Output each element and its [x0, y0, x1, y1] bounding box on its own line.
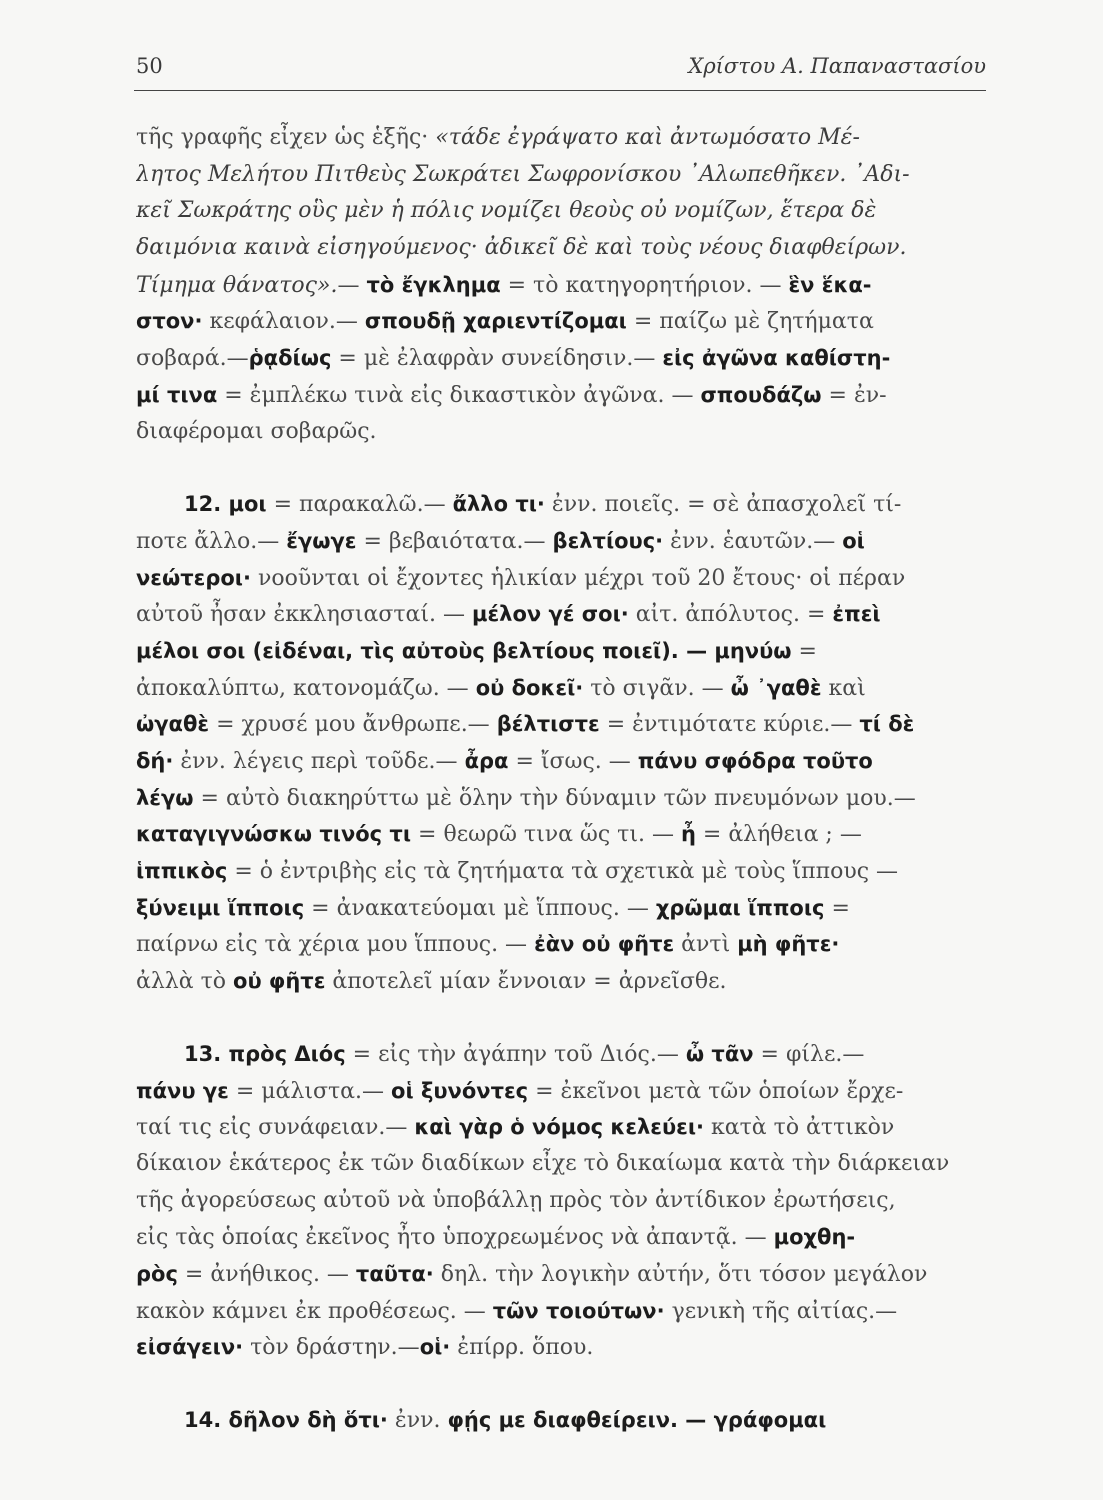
text-line — [136, 523, 982, 560]
gloss-text: τῆς γραφῆς εἶχεν ὡς ἑξῆς· — [136, 125, 436, 150]
gloss-text: = μάλιστα.— — [228, 1078, 392, 1104]
text-line — [136, 340, 982, 377]
gloss-text: = — [824, 895, 850, 921]
text-line — [136, 633, 982, 670]
headword: σπουδῇ χαριεντίζομαι — [364, 309, 627, 334]
headword: βελτίους· — [552, 528, 664, 553]
text-line — [136, 1146, 982, 1183]
headword: 13. πρὸς Διός — [184, 1041, 346, 1066]
text-line — [136, 670, 982, 707]
gloss-text: = χρυσέ μου ἄνθρωπε.— — [209, 712, 497, 738]
headword: μέλον γέ σοι· — [472, 602, 629, 627]
headword: λέγω — [136, 785, 194, 810]
quotation-text: κεῖ Σωκράτης οὓς μὲν ἡ πόλις νομίζει θεοὺς οὐ νομίζων, ἕτερα δὲ — [136, 198, 877, 224]
gloss-text: ἐνν. — [387, 1408, 448, 1433]
text-line — [136, 1073, 982, 1110]
header-rule — [134, 90, 986, 91]
paragraph-gap — [136, 1366, 982, 1402]
text-line — [136, 267, 982, 304]
headword: ὦ τᾶν — [685, 1041, 754, 1066]
headword: ἓν ἕκα- — [788, 272, 872, 297]
text-line — [136, 780, 982, 817]
headword: τῶν τοιούτων· — [492, 1298, 665, 1323]
gloss-text: = ἐμπλέκω τινὰ εἰς δικαστικὸν ἀγῶνα. — — [217, 382, 701, 408]
gloss-text: τὸ σιγᾶν. — — [583, 675, 731, 701]
headword: τὸ ἔγκλημα — [366, 272, 501, 297]
page-number: 50 — [136, 54, 163, 78]
gloss-text: ἀντὶ — [674, 932, 738, 958]
headword: οἱ — [842, 528, 865, 553]
quotation-text: «τάδε ἐγράψατο καὶ ἀντωμόσατο Μέ- — [435, 125, 860, 150]
quotation-text: Τίμημα θάνατος». — [136, 272, 338, 298]
text-line — [136, 816, 982, 853]
gloss-text: διαφέρομαι σοβαρῶς. — [136, 418, 377, 444]
gloss-text: ἐνν. λέγεις περὶ τοῦδε.— — [173, 749, 465, 774]
gloss-text: ποτε ἄλλο.— — [136, 528, 287, 554]
headword: ξύνειμι ἵπποις — [136, 895, 305, 920]
headword: ῥᾳδίως — [248, 346, 332, 371]
paragraph — [136, 486, 982, 1000]
headword: δή· — [136, 749, 174, 773]
gloss-text: ἀλλὰ τὸ — [136, 969, 234, 995]
gloss-text: = — [791, 638, 817, 664]
gloss-text: τὸν δράστην.— — [243, 1335, 420, 1361]
text-line — [136, 560, 982, 597]
gloss-text: ταί τις εἰς συνάφειαν.— — [136, 1115, 415, 1141]
gloss-text: = μὲ ἐλαφρὰν συνείδησιν.— — [331, 346, 663, 372]
text-line — [136, 1402, 982, 1439]
gloss-text: δίκαιον ἑκάτερος ἐκ τῶν διαδίκων εἶχε τὸ δικαίωμα κατὰ τὴν διάρκειαν — [136, 1150, 950, 1176]
headword: ρὸς — [136, 1261, 178, 1286]
text-line — [136, 120, 982, 157]
gloss-text: κακὸν κάμνει ἐκ προθέσεως. — — [136, 1298, 493, 1324]
gloss-text: αἰτ. ἀπόλυτος. = — [628, 602, 833, 628]
page-header — [134, 52, 986, 92]
gloss-text: = βεβαιότατα.— — [356, 528, 553, 554]
text-line — [136, 1183, 982, 1220]
gloss-text: ἐνν. ποιεῖς. = σὲ ἀπασχολεῖ τί- — [544, 492, 902, 518]
headword: ἦ — [680, 822, 696, 847]
text-line — [136, 963, 982, 1000]
headword: ὦ ᾿γαθὲ — [730, 675, 822, 700]
headword: ἔγωγε — [286, 528, 357, 553]
text-line — [136, 193, 982, 230]
headword: μὴ φῆτε· — [737, 932, 840, 957]
text-line — [136, 706, 982, 743]
text-line — [136, 743, 982, 780]
gloss-text: νοοῦνται οἱ ἔχοντες ἡλικίαν μέχρι τοῦ 20 ἔτους· οἱ πέραν — [250, 565, 906, 591]
gloss-text: = ἴσως. — — [508, 749, 638, 774]
gloss-text: κατὰ τὸ ἀττικὸν — [704, 1115, 895, 1141]
headword: στον· — [136, 309, 203, 334]
text-line — [136, 1293, 982, 1330]
text-line — [136, 890, 982, 927]
text-line — [136, 596, 982, 633]
headword: καὶ γὰρ ὁ νόμος κελεύει· — [414, 1115, 705, 1140]
gloss-text: δηλ. τὴν λογικὴν αὐτήν, ὅτι τόσον μεγάλον — [433, 1261, 928, 1287]
headword: οὐ φῆτε — [233, 969, 326, 994]
gloss-text: = εἰς τὴν ἀγάπην τοῦ Διός.— — [345, 1041, 686, 1067]
gloss-text: = αὐτὸ διακηρύττω μὲ ὅλην τὴν δύναμιν τῶν πνευμόνων μου.— — [193, 785, 916, 811]
headword: ὠγαθὲ — [136, 712, 210, 737]
gloss-text: ἀποκαλύπτω, κατονομάζω. — — [136, 675, 476, 701]
headword: οὐ δοκεῖ· — [475, 675, 584, 700]
paragraph-gap — [136, 1000, 982, 1036]
headword: ἐὰν οὐ φῆτε — [534, 932, 675, 957]
headword: 14. δῆλον δὴ ὅτι· — [184, 1408, 388, 1432]
headword: εἰς ἀγῶνα καθίστη- — [662, 346, 891, 371]
gloss-text: = ἐντιμότατε κύριε.— — [599, 712, 860, 738]
main-text — [136, 120, 982, 1439]
text-line — [136, 1219, 982, 1256]
text-line — [136, 157, 982, 194]
headword: 12. μοι — [184, 492, 267, 517]
text-line — [136, 926, 982, 963]
text-line — [136, 1256, 982, 1293]
gloss-text: — — [337, 272, 367, 298]
gloss-text: = παίζω μὲ ζητήματα — [626, 309, 874, 335]
headword: μοχθη- — [773, 1225, 856, 1250]
gloss-text: καὶ — [821, 675, 866, 701]
headword: σπουδάζω — [700, 382, 822, 407]
gloss-text: σοβαρά.— — [136, 346, 249, 372]
headword: οἱ· — [419, 1335, 451, 1360]
gloss-text: = τὸ κατηγορητήριον. — — [500, 272, 789, 298]
text-line — [136, 230, 982, 267]
gloss-text: ἐνν. ἑαυτῶν.— — [663, 528, 843, 554]
gloss-text: παίρνω εἰς τὰ χέρια μου ἵππους. — — [136, 932, 535, 958]
paragraph — [136, 1036, 982, 1366]
headword: μί τινα — [136, 382, 218, 407]
gloss-text: = φίλε.— — [753, 1041, 865, 1067]
gloss-text: εἰς τὰς ὁποίας ἐκεῖνος ἦτο ὑποχρεωμένος νὰ ἀπαντᾷ. — — [136, 1225, 774, 1251]
paragraph-gap — [136, 450, 982, 486]
headword: πάνυ σφόδρα τοῦτο — [637, 749, 873, 773]
headword: ἄλλο τι· — [452, 492, 545, 517]
text-line — [136, 1329, 982, 1366]
headword: νεώτεροι· — [136, 565, 251, 590]
text-line — [136, 377, 982, 414]
gloss-text: τῆς ἀγορεύσεως αὐτοῦ νὰ ὑποβάλλῃ πρὸς τὸν ἀντίδικον ἐρωτήσεις, — [136, 1187, 896, 1213]
gloss-text: = ἀνακατεύομαι μὲ ἵππους. — — [304, 895, 656, 921]
text-line — [136, 1036, 982, 1073]
text-line — [136, 486, 982, 523]
gloss-text: ἐπίρρ. ὅπου. — [450, 1335, 594, 1361]
gloss-text: = παρακαλῶ.— — [266, 492, 453, 518]
gloss-text: = ὁ ἐντριβὴς εἰς τὰ ζητήματα τὰ σχετικὰ μὲ τοὺς ἵππους — — [227, 859, 899, 885]
headword: φῄς με διαφθείρειν. — γράφομαι — [447, 1408, 827, 1432]
text-line — [136, 1109, 982, 1146]
text-line — [136, 303, 982, 340]
gloss-text: γενικὴ τῆς αἰτίας.— — [664, 1298, 898, 1324]
text-line — [136, 414, 982, 451]
gloss-text: = ἐκεῖνοι μετὰ τῶν ὁποίων ἔρχε- — [528, 1078, 904, 1104]
gloss-text: = ἀνήθικος. — — [177, 1261, 356, 1287]
headword: εἰσάγειν· — [136, 1335, 244, 1360]
gloss-text: αὐτοῦ ἦσαν ἐκκλησιασταί. — — [136, 602, 473, 628]
gloss-text: = θεωρῶ τινα ὥς τι. — — [411, 822, 681, 848]
text-line — [136, 853, 982, 890]
gloss-text: = ἀλήθεια ; — — [695, 822, 862, 848]
headword: οἱ ξυνόντες — [391, 1078, 529, 1103]
running-head: Χρίστου Α. Παπαναστασίου — [688, 54, 986, 78]
quotation-text: λητος Μελήτου Πιτθεὺς Σωκράτει Σωφρονίσκου ᾿Αλωπεθῆκεν. ᾿Αδι- — [136, 161, 910, 187]
headword: χρῶμαι ἵπποις — [655, 895, 825, 920]
gloss-text: ἀποτελεῖ μίαν ἔννοιαν = ἀρνεῖσθε. — [325, 969, 727, 995]
quotation-text: δαιμόνια καινὰ εἰσηγούμενος· ἀδικεῖ δὲ καὶ τοὺς νέους διαφθείρων. — [136, 235, 907, 261]
headword: καταγιγνώσκω τινός τι — [136, 822, 412, 847]
gloss-text: κεφάλαιον.— — [202, 309, 365, 335]
headword: ἱππικὸς — [136, 859, 228, 884]
headword: τί δὲ — [859, 712, 915, 737]
headword: ἆρα — [464, 749, 509, 773]
gloss-text: = ἐν- — [821, 382, 887, 408]
headword: βέλτιστε — [496, 712, 600, 737]
paragraph — [136, 1402, 982, 1439]
headword: ἐπεὶ — [832, 602, 881, 627]
headword: ταῦτα· — [355, 1261, 434, 1286]
headword: πάνυ γε — [136, 1078, 229, 1103]
headword: μέλοι σοι (εἰδέναι, τὶς αὐτοὺς βελτίους ποιεῖ). — μηνύω — [136, 638, 792, 663]
paragraph — [136, 120, 982, 450]
